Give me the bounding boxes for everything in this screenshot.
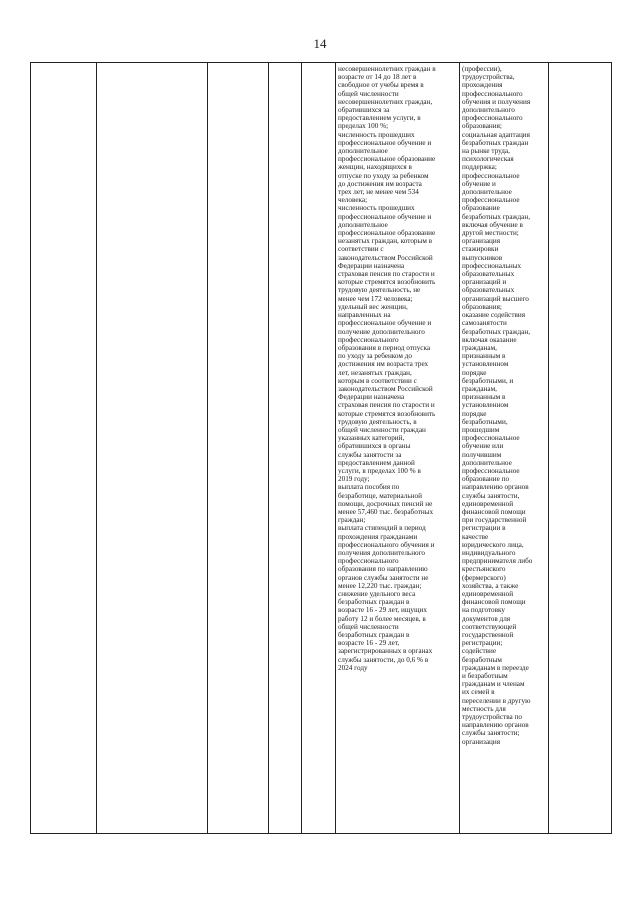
- column-divider: [459, 63, 460, 833]
- indicators-cell: несовершеннолетних граждан в возрасте от 14 до 18 лет в свободное от учебы время в общей численности несовершеннолетних граждан, обратившихся за предоставлением услуги, в пределах 100 %; численность прошедших профессиональное обучение и дополнительное профессиональное образование женщин, находящихся в отпуске по уходу за ребенком до достижения им возраста трех лет, не менее чем 534 человека; численность прошедших профессиональное обучение и дополнительное профессиональное образование незанятых граждан, которым в соответствии с законодательством Российской Федерации назначена страховая пенсия по старости и которые стремятся возобновить трудовую деятельность, не менее чем 172 человека; удельный вес женщин, направленных на профессиональное обучение и получение дополнительного профессионального образования в период отпуска по уходу за ребенком до достижения им возраста трех лет, незанятых граждан, которым в соответствии с законодательством Российской Федерации назначена страховая пенсия по старости и которые стремятся возобновить трудовую деятельность, в общей численности граждан указанных категорий, обратившихся в органы службы занятости за предоставлением данной услуги, в пределах 100 % в 2019 году; выплата пособия по безработице, материальной помощи, досрочных пенсий не менее 57,460 тыс. безработных граждан; выплата стипендий в период прохождения гражданами профессионального обучения и получения дополнительного профессионального образования по направлению органов службы занятости не менее 12,220 тыс. граждан; снижение удельного веса безработных граждан в возрасте 16 - 29 лет, ищущих работу 12 и более месяцев, в общей численности безработных граждан в возрасте 16 - 29 лет, зарегистрированных в органах службы занятости, до 0,6 % в 2024 году: [338, 65, 436, 672]
- column-divider: [268, 63, 269, 833]
- column-divider: [207, 63, 208, 833]
- measures-table: [30, 62, 612, 834]
- column-divider: [301, 63, 302, 833]
- column-divider: [96, 63, 97, 833]
- measures-cell: (профессии), трудоустройства, прохождения профессионального обучения и получения дополнительного профессионального образования; социальная адаптация безработных граждан на рынке труда, психологическая поддержка; профессиональное обучение и дополнительное профессиональное образование безработных граждан, включая обучение в другой местности; организация стажировки выпускников профессиональных образовательных организаций и образовательных организаций высшего образования; оказание содействия самозанятости безработных граждан, включая оказание гражданам, признанным в установленном порядке безработными, и гражданам, признанным в установленном порядке безработными, прошедшим профессиональное обучение или получившим дополнительное профессиональное образование по направлению органов службы занятости, единовременной финансовой помощи при государственной регистрации в качестве юридического лица, индивидуального предпринимателя либо крестьянского (фермерского) хозяйства, а также единовременной финансовой помощи на подготовку документов для соответствующей государственной регистрации; содействие безработным гражданам в переезде и безработным гражданам и членам их семей в переселении в другую местность для трудоустройства по направлению органов службы занятости; организация: [462, 65, 533, 746]
- column-divider: [335, 63, 336, 833]
- column-divider: [548, 63, 549, 833]
- page-number: 14: [313, 36, 327, 51]
